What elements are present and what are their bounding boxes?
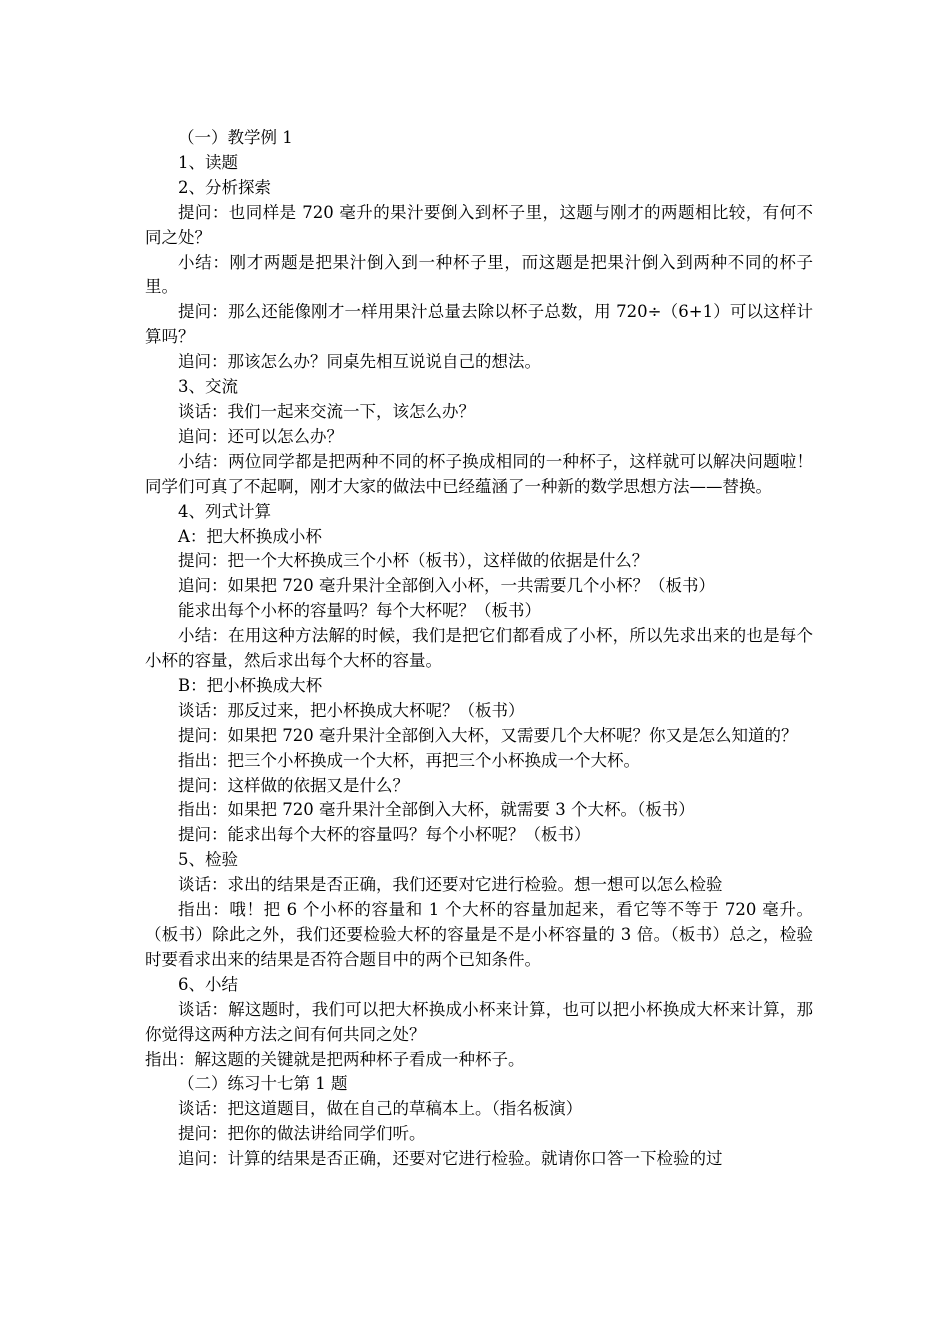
paragraph-3: 提问：也同样是 720 毫升的果汁要倒入到杯子里，这题与刚才的两题相比较，有何不同之处？ (145, 202, 813, 247)
paragraph-33: 追问：计算的结果是否正确，还要对它进行检验。就请你口答一下检验的过 (178, 1149, 723, 1169)
paragraph-4: 小结：刚才两题是把果汁倒入到一种杯子里，而这题是把果汁倒入到两种不同的杯子里。 (145, 252, 813, 297)
paragraph-15: 能求出每个小杯的容量吗？每个大杯呢？（板书） (178, 601, 541, 621)
paragraph-28: 谈话：解这题时，我们可以把大杯换成小杯来计算，也可以把小杯换成大杯来计算，那你觉得这两种方法之间有何共同之处？ (145, 999, 813, 1044)
paragraph-2: 2、分析探索 (178, 177, 271, 197)
paragraph-26: 指出：哦！把 6 个小杯的容量和 1 个大杯的容量加起来，看它等不等于 720 毫升。（板书）除此之外，我们还要检验大杯的容量是不是小杯容量的 3 倍。（板书）总之，检验时要看求出来的结果是否符合题目中的两个已知条件。 (145, 900, 813, 969)
paragraph-10: 小结：两位同学都是把两种不同的杯子换成相同的一种杯子，这样就可以解决问题啦！同学们可真了不起啊，刚才大家的做法中已经蕴涵了一种新的数学思想方法——替换。 (145, 451, 813, 496)
paragraph-13: 提问：把一个大杯换成三个小杯（板书），这样做的依据是什么？ (178, 551, 649, 571)
paragraph-5: 提问：那么还能像刚才一样用果汁总量去除以杯子总数，用 720÷（6+1）可以这样计算吗？ (145, 302, 813, 347)
paragraph-11: 4、列式计算 (178, 501, 271, 521)
document-body (145, 126, 813, 1172)
paragraph-29: 指出：解这题的关键就是把两种杯子看成一种杯子。 (145, 1049, 525, 1069)
paragraph-9: 追问：还可以怎么办？ (178, 426, 343, 446)
paragraph-21: 提问：这样做的依据又是什么？ (178, 775, 409, 795)
paragraph-8: 谈话：我们一起来交流一下，该怎么办？ (178, 401, 475, 421)
paragraph-31: 谈话：把这道题目，做在自己的草稿本上。（指名板演） (178, 1099, 583, 1119)
paragraph-27: 6、小结 (178, 974, 238, 994)
paragraph-30: （二）练习十七第 1 题 (178, 1074, 348, 1094)
paragraph-12: A：把大杯换成小杯 (178, 526, 322, 546)
paragraph-0: （一）教学例 1 (178, 128, 293, 147)
paragraph-24: 5、检验 (178, 850, 238, 870)
paragraph-6: 追问：那该怎么办？同桌先相互说说自己的想法。 (178, 352, 541, 372)
paragraph-20: 指出：把三个小杯换成一个大杯，再把三个小杯换成一个大杯。 (178, 750, 640, 770)
paragraph-25: 谈话：求出的结果是否正确，我们还要对它进行检验。想一想可以怎么检验 (178, 875, 723, 895)
paragraph-19: 提问：如果把 720 毫升果汁全部倒入大杯，又需要几个大杯呢？你又是怎么知道的？ (178, 725, 798, 745)
paragraph-16: 小结：在用这种方法解的时候，我们是把它们都看成了小杯，所以先求出来的也是每个小杯的容量，然后求出每个大杯的容量。 (145, 626, 813, 671)
paragraph-23: 提问：能求出每个大杯的容量吗？每个小杯呢？（板书） (178, 825, 591, 845)
paragraph-32: 提问：把你的做法讲给同学们听。 (178, 1124, 426, 1144)
paragraph-7: 3、交流 (178, 377, 238, 397)
paragraph-17: B：把小杯换成大杯 (178, 675, 323, 695)
paragraph-18: 谈话：那反过来，把小杯换成大杯呢？（板书） (178, 700, 525, 720)
paragraph-1: 1、读题 (178, 152, 238, 172)
paragraph-14: 追问：如果把 720 毫升果汁全部倒入小杯，一共需要几个小杯？（板书） (178, 576, 715, 596)
paragraph-22: 指出：如果把 720 毫升果汁全部倒入大杯，就需要 3 个大杯。（板书） (178, 800, 695, 820)
